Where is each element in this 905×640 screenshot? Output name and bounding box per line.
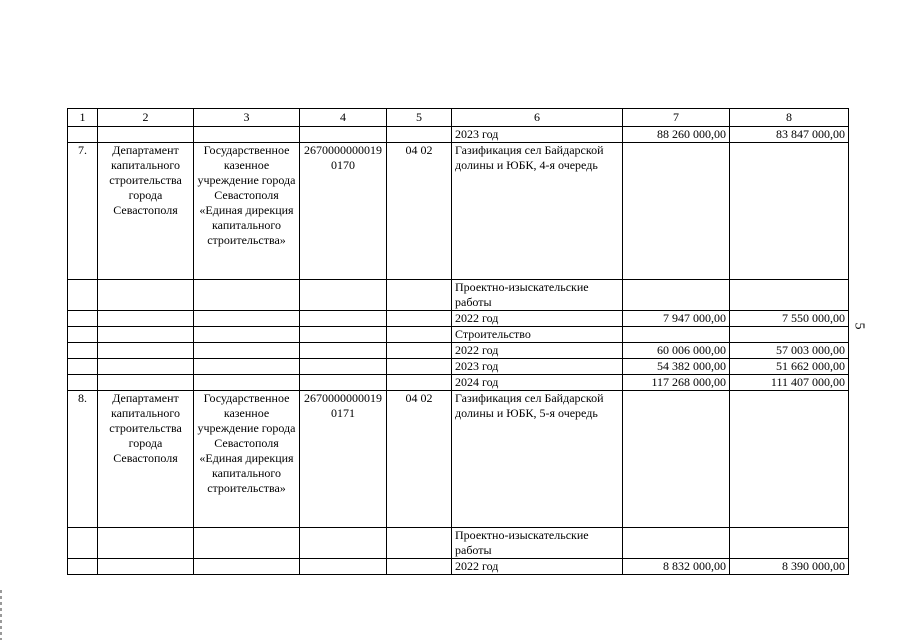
row-label: Проектно-изыскательские работы bbox=[452, 528, 623, 559]
institution-cell: Государственное казенное учреждение города Севастополя «Единая дирекция капитального строительства» bbox=[194, 391, 300, 528]
row-label: Строительство bbox=[452, 327, 623, 343]
amount-col8: 111 407 000,00 bbox=[730, 375, 849, 391]
table-row bbox=[68, 280, 849, 311]
code-cell: 26700000000190171 bbox=[300, 391, 387, 528]
row-label: 2022 год bbox=[452, 311, 623, 327]
row-label: 2022 год bbox=[452, 343, 623, 359]
amount-col8: 57 003 000,00 bbox=[730, 343, 849, 359]
header-cell-7: 7 bbox=[623, 109, 730, 127]
item-number: 8. bbox=[68, 391, 98, 528]
header-cell-6: 6 bbox=[452, 109, 623, 127]
department-cell: Департамент капитального строительства города Севастополя bbox=[98, 391, 194, 528]
header-row bbox=[68, 109, 849, 127]
page-number: 5 bbox=[851, 322, 867, 330]
table-row bbox=[68, 127, 849, 143]
header-cell-5: 5 bbox=[387, 109, 452, 127]
table-row bbox=[68, 311, 849, 327]
row-label: 2024 год bbox=[452, 375, 623, 391]
row-label: 2023 год bbox=[452, 127, 623, 143]
project-name-cell: Газификация сел Байдарской долины и ЮБК, 4-я очередь bbox=[452, 143, 623, 280]
code-cell: 26700000000190170 bbox=[300, 143, 387, 280]
table-row bbox=[68, 528, 849, 559]
amount-col7 bbox=[623, 528, 730, 559]
amount-col8 bbox=[730, 528, 849, 559]
amount-col7: 7 947 000,00 bbox=[623, 311, 730, 327]
item-number: 7. bbox=[68, 143, 98, 280]
row-label: 2022 год bbox=[452, 559, 623, 575]
row-label: 2023 год bbox=[452, 359, 623, 375]
amount-col7: 117 268 000,00 bbox=[623, 375, 730, 391]
table-row bbox=[68, 559, 849, 575]
header-cell-3: 3 bbox=[194, 109, 300, 127]
header-cell-1: 1 bbox=[68, 109, 98, 127]
amount-col8: 7 550 000,00 bbox=[730, 311, 849, 327]
amount-col7 bbox=[623, 327, 730, 343]
department-cell: Департамент капитального строительства города Севастополя bbox=[98, 143, 194, 280]
section-cell: 04 02 bbox=[387, 391, 452, 528]
table-row bbox=[68, 359, 849, 375]
header-cell-2: 2 bbox=[98, 109, 194, 127]
table-row-item-7 bbox=[68, 143, 849, 280]
institution-cell: Государственное казенное учреждение города Севастополя «Единая дирекция капитального строительства» bbox=[194, 143, 300, 280]
amount-col8: 51 662 000,00 bbox=[730, 359, 849, 375]
header-cell-8: 8 bbox=[730, 109, 849, 127]
amount-col7: 8 832 000,00 bbox=[623, 559, 730, 575]
table-row bbox=[68, 327, 849, 343]
budget-table bbox=[67, 108, 849, 575]
amount-col7: 54 382 000,00 bbox=[623, 359, 730, 375]
amount-col8: 8 390 000,00 bbox=[730, 559, 849, 575]
amount-col8: 83 847 000,00 bbox=[730, 127, 849, 143]
row-label: Проектно-изыскательские работы bbox=[452, 280, 623, 311]
project-name-cell: Газификация сел Байдарской долины и ЮБК, 5-я очередь bbox=[452, 391, 623, 528]
amount-col8 bbox=[730, 327, 849, 343]
amount-col7: 88 260 000,00 bbox=[623, 127, 730, 143]
table-row-item-8 bbox=[68, 391, 849, 528]
table-row bbox=[68, 375, 849, 391]
table-row bbox=[68, 343, 849, 359]
section-cell: 04 02 bbox=[387, 143, 452, 280]
amount-col7: 60 006 000,00 bbox=[623, 343, 730, 359]
scan-edge-mark bbox=[0, 590, 2, 640]
amount-col7 bbox=[623, 280, 730, 311]
header-cell-4: 4 bbox=[300, 109, 387, 127]
amount-col8 bbox=[730, 280, 849, 311]
